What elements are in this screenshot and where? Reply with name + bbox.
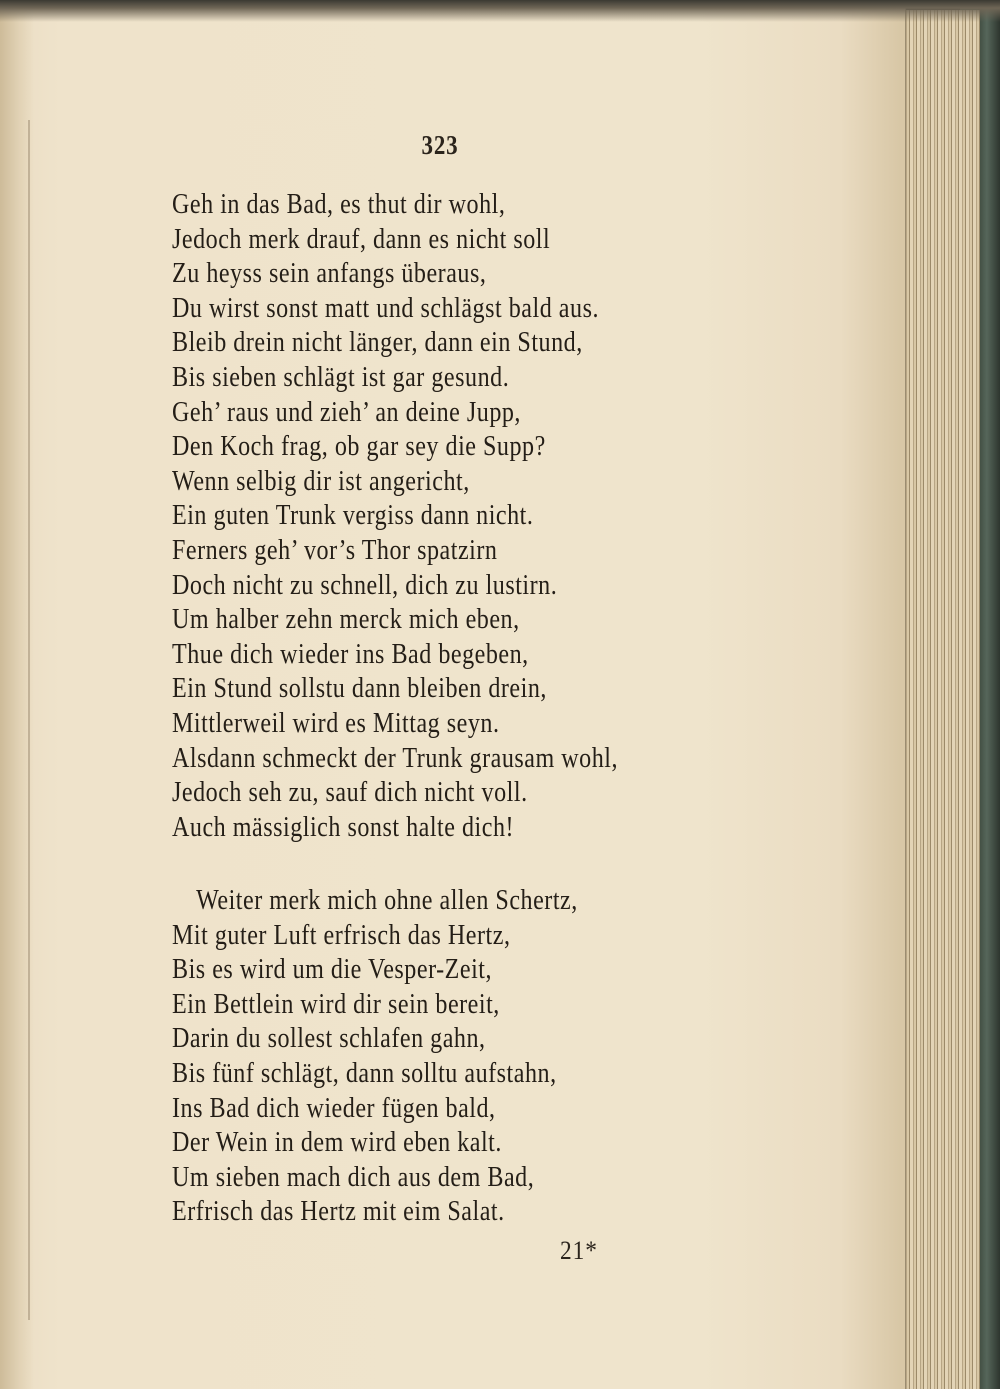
verse-line: Um sieben mach dich aus dem Bad, — [172, 1161, 535, 1193]
verse-line: Ferners geh’ vor’s Thor spatzirn — [172, 534, 498, 566]
top-shadow — [0, 0, 1000, 22]
verse-line: Ein Bettlein wird dir sein bereit, — [172, 988, 500, 1020]
verse-line: Ein guten Trunk vergiss dann nicht. — [172, 500, 534, 532]
stanza — [172, 884, 644, 1230]
verse-line: Jedoch seh zu, sauf dich nicht voll. — [172, 777, 528, 809]
verse-line: Alsdann schmeckt der Trunk grausam wohl, — [172, 742, 619, 774]
verse-line: Thue dich wieder ins Bad begeben, — [172, 638, 529, 670]
verse-line: Weiter merk mich ohne allen Schertz, — [196, 885, 578, 916]
verse-line: Der Wein in dem wird eben kalt. — [172, 1127, 502, 1159]
verse-line: Bis fünf schlägt, dann solltu aufstahn, — [172, 1057, 557, 1089]
verse-line: Um halber zehn merck mich eben, — [172, 604, 520, 636]
stanza — [172, 188, 691, 845]
page-number: 323 — [421, 130, 459, 160]
verse-line: Du wirst sonst matt und schlägst bald aus. — [172, 292, 599, 324]
verse-line: Doch nicht zu schnell, dich zu lustirn. — [172, 569, 558, 601]
verse-line: Jedoch merk drauf, dann es nicht soll — [172, 223, 551, 255]
verse-line: Zu heyss sein anfangs überaus, — [172, 258, 487, 290]
verse-line: Wenn selbig dir ist angericht, — [172, 465, 470, 497]
verse-line: Geh in das Bad, es thut dir wohl, — [172, 189, 506, 220]
verse-line: Erfrisch das Hertz mit eim Salat. — [172, 1196, 505, 1228]
verse-line: Den Koch frag, ob gar sey die Supp? — [172, 431, 546, 463]
book-cover-edge — [978, 0, 1000, 1389]
verse-line: Ein Stund sollstu dann bleiben drein, — [172, 673, 547, 705]
verse-line: Bleib drein nicht länger, dann ein Stund, — [172, 327, 583, 359]
signature-mark: 21* — [560, 1236, 598, 1265]
verse-line: Darin du sollest schlafen gahn, — [172, 1023, 486, 1055]
verse-line: Mit guter Luft erfrisch das Hertz, — [172, 919, 511, 951]
verse-line: Geh’ raus und zieh’ an deine Jupp, — [172, 396, 521, 428]
verse-line: Bis sieben schlägt ist gar gesund. — [172, 361, 510, 393]
verse-line: Ins Bad dich wieder fügen bald, — [172, 1092, 496, 1124]
verse-line: Mittlerweil wird es Mittag seyn. — [172, 707, 500, 739]
verse-line: Auch mässiglich sonst halte dich! — [172, 811, 515, 843]
gutter-crease — [28, 120, 30, 1320]
verse-line: Bis es wird um die Vesper-Zeit, — [172, 954, 493, 986]
